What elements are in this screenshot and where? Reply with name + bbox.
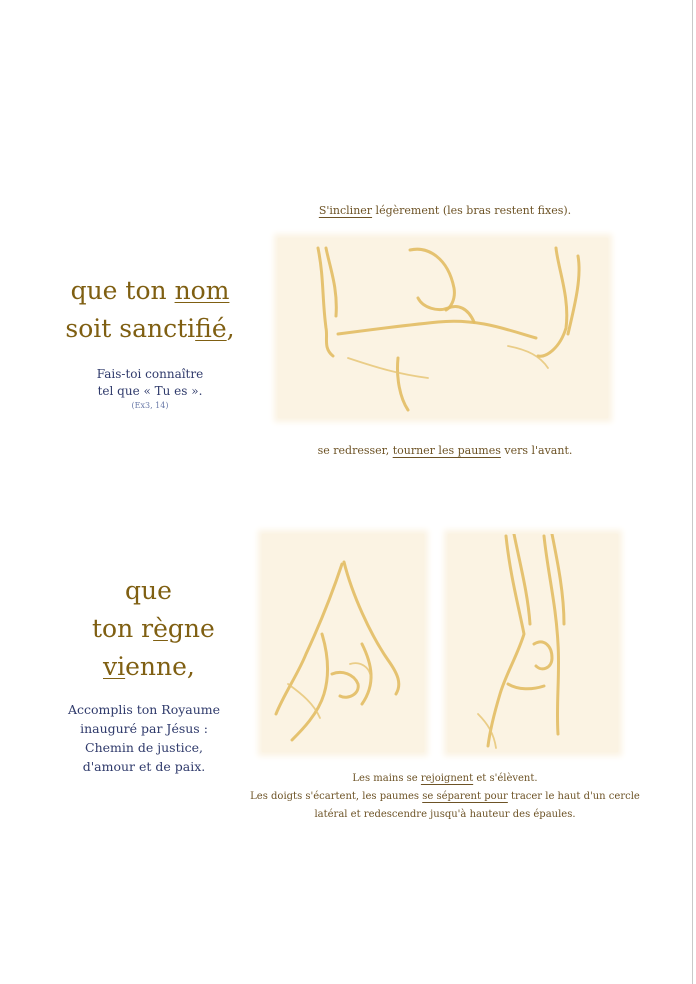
title-line-3 [103, 648, 195, 686]
explanation-line: inauguré par Jésus : [80, 721, 208, 736]
title-text: soit sancti [65, 314, 196, 343]
caption-text: vers l'avant. [500, 444, 573, 457]
scripture-reference: (Ex3, 14) [131, 401, 169, 410]
title-underlined: è [153, 614, 168, 643]
joined-hands-drawing [262, 534, 424, 752]
title-line-2 [92, 610, 215, 648]
title-text: que ton [70, 276, 175, 305]
caption-line-1 [250, 770, 640, 788]
caption-text: Les mains se [352, 773, 421, 784]
caption-text: Les doigts s'écartent, les paumes [250, 791, 423, 802]
sketch-raised-arms [448, 534, 618, 752]
explanation-line: d'amour et de paix. [82, 759, 206, 774]
title-underlined: fié [195, 314, 227, 343]
caption-text: tracer le haut d'un cercle [507, 791, 640, 802]
explanation-line: Accomplis ton Royaume [67, 702, 221, 717]
title-text: ton r [92, 614, 154, 643]
caption-text: se redresser, [317, 444, 393, 457]
verse-title-nom [40, 272, 260, 348]
raised-arms-drawing [448, 534, 618, 752]
sketch-bowing-figure [278, 238, 608, 418]
title-line-1 [40, 272, 260, 310]
caption-underlined: tourner les paumes [392, 444, 501, 457]
caption-text: et s'élèvent. [473, 773, 538, 784]
caption-line-3: latéral et redescendre jusqu'à hauteur des épaules. [314, 809, 576, 820]
title-line-1: que [125, 576, 172, 605]
gesture-caption-bow [270, 204, 620, 217]
title-text: enne, [125, 652, 195, 681]
gesture-caption-rise [270, 444, 620, 457]
caption-underlined: rejoignent [420, 773, 474, 784]
title-line-2 [40, 310, 260, 348]
page-edge [692, 0, 693, 984]
title-underlined: nom [174, 276, 230, 305]
title-text: , [226, 314, 235, 343]
caption-text: légèrement (les bras restent fixes). [372, 204, 572, 217]
sketch-joined-hands [262, 534, 424, 752]
bowing-figure-drawing [278, 238, 608, 418]
verse-explanation-1 [70, 366, 230, 400]
explanation-line: Chemin de justice, [85, 740, 203, 755]
title-underlined: vi [103, 652, 126, 681]
explanation-line: tel que « Tu es ». [97, 384, 203, 398]
caption-underlined: se séparent pour [422, 791, 508, 802]
caption-underlined-verb: S'incliner [318, 204, 373, 217]
explanation-line: Fais-toi connaître [96, 367, 204, 381]
verse-explanation-2 [58, 700, 230, 776]
title-text: gne [167, 614, 215, 643]
caption-line-2 [250, 788, 640, 806]
gesture-caption-circle [250, 770, 640, 824]
